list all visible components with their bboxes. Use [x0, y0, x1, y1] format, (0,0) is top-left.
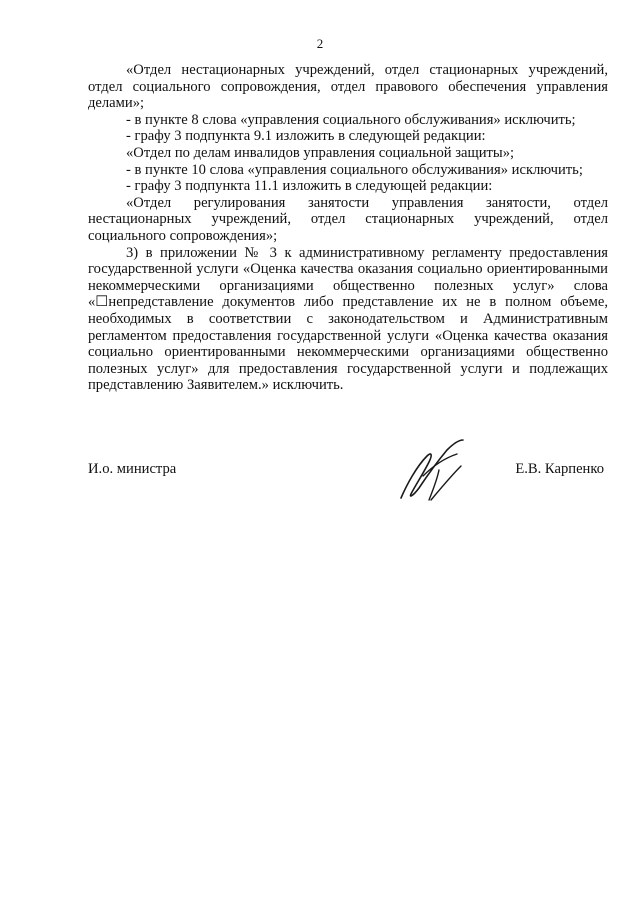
body-paragraph: - в пункте 8 слова «управления социального обслуживания» исключить;: [126, 111, 576, 128]
body-paragraph: - графу 3 подпункта 11.1 изложить в следующей редакции:: [126, 178, 493, 195]
body-paragraph: - в пункте 10 слова «управления социального обслуживания» исключить;: [126, 161, 583, 178]
page-number: 2: [316, 36, 324, 51]
signatory-position: И.о. министра: [88, 461, 177, 477]
handwritten-signature: [393, 436, 473, 506]
signatory-name: Е.В. Карпенко: [515, 461, 604, 477]
body-paragraph: «Отдел нестационарных учреждений, отдел стационарных учреждений, отдел социального сопровождения, отдел правового обеспечения управления делами»;: [88, 62, 608, 112]
body-paragraph: - графу 3 подпункта 9.1 изложить в следующей редакции:: [126, 128, 486, 145]
document-body: [88, 62, 608, 394]
body-paragraph: «Отдел регулирования занятости управления занятости, отдел нестационарных учреждений, отдел стационарных учреждений, отдел социального сопровождения»;: [88, 194, 608, 244]
body-paragraph: «Отдел по делам инвалидов управления социальной защиты»;: [126, 144, 515, 161]
body-paragraph: 3) в приложении № 3 к административному регламенту предоставления государственной услуги «Оценка качества оказания социально ориентированными некоммерческими организациями общественно полезных услуг» слова «☐непредставление документов либо представление их не в полном объеме, необходимых в соответствии с законодательством и Административным регламентом предоставления государственной услуги «Оценка качества оказания социально ориентированными некоммерческими организациями общественно полезных услуг» для предоставления государственной услуги и подлежащих представлению Заявителем.» исключить.: [88, 244, 608, 394]
signature-block: [88, 458, 608, 528]
